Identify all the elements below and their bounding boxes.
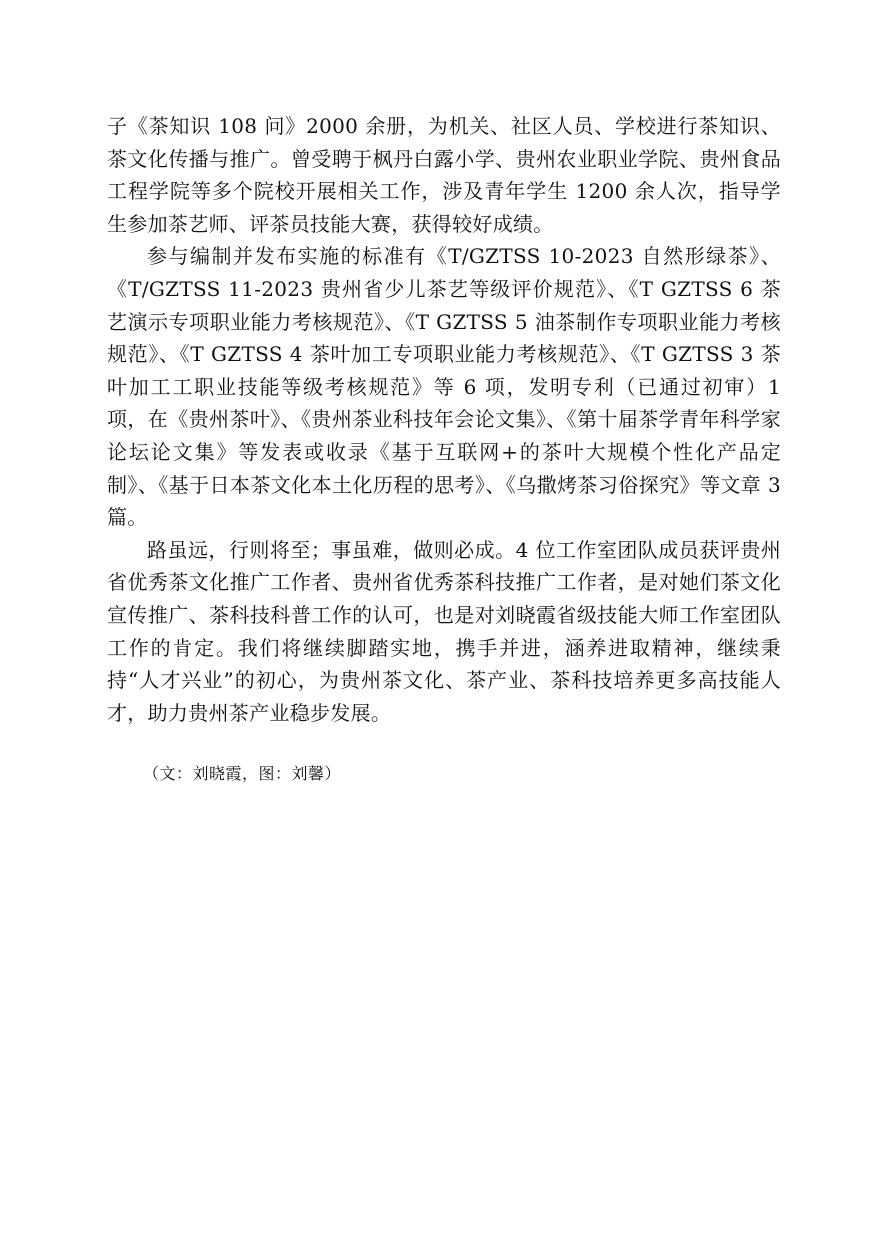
paragraph-2: 参与编制并发布实施的标准有《T/GZTSS 10-2023 自然形绿茶》、《T/GZTSS 11-2023 贵州省少儿茶艺等级评价规范》、《T GZTSS 6 茶艺演示专项职业能力考核规范》、《T GZTSS 5 油茶制作专项职业能力考核规范》、《T GZTSS 4 茶叶加工专项职业能力考核规范》、《T GZTSS 3 茶叶加工工职业技能等级考核规范》等 6 项，发明专利（已通过初审）1 项，在《贵州茶叶》、《贵州茶业科技年会论文集》、《第十届茶学青年科学家论坛论文集》等发表或收录《基于互联网+的茶叶大规模个性化产品定制》、《基于日本茶文化本土化历程的思考》、《乌撒烤茶习俗探究》等文章 3 篇。 [107,244,781,530]
paragraph-1: 子《茶知识 108 问》2000 余册，为机关、社区人员、学校进行茶知识、茶文化传播与推广。曾受聘于枫丹白露小学、贵州农业职业学院、贵州食品工程学院等多个院校开展相关工作，涉及青年学生 1200 余人次，指导学生参加茶艺师、评茶员技能大赛，获得较好成绩。 [107,114,781,236]
author-credit: （文：刘晓霞，图：刘馨） [143,764,342,783]
paragraph-3: 路虽远，行则将至；事虽难，做则必成。4 位工作室团队成员获评贵州省优秀茶文化推广工作者、贵州省优秀茶科技推广工作者，是对她们茶文化宣传推广、茶科技科普工作的认可，也是对刘晓霞省级技能大师工作室团队工作的肯定。我们将继续脚踏实地，携手并进，涵养进取精神，继续秉持“人才兴业”的初心，为贵州茶文化、茶产业、茶科技培养更多高技能人才，助力贵州茶产业稳步发展。 [107,537,781,725]
article-body [107,110,781,729]
